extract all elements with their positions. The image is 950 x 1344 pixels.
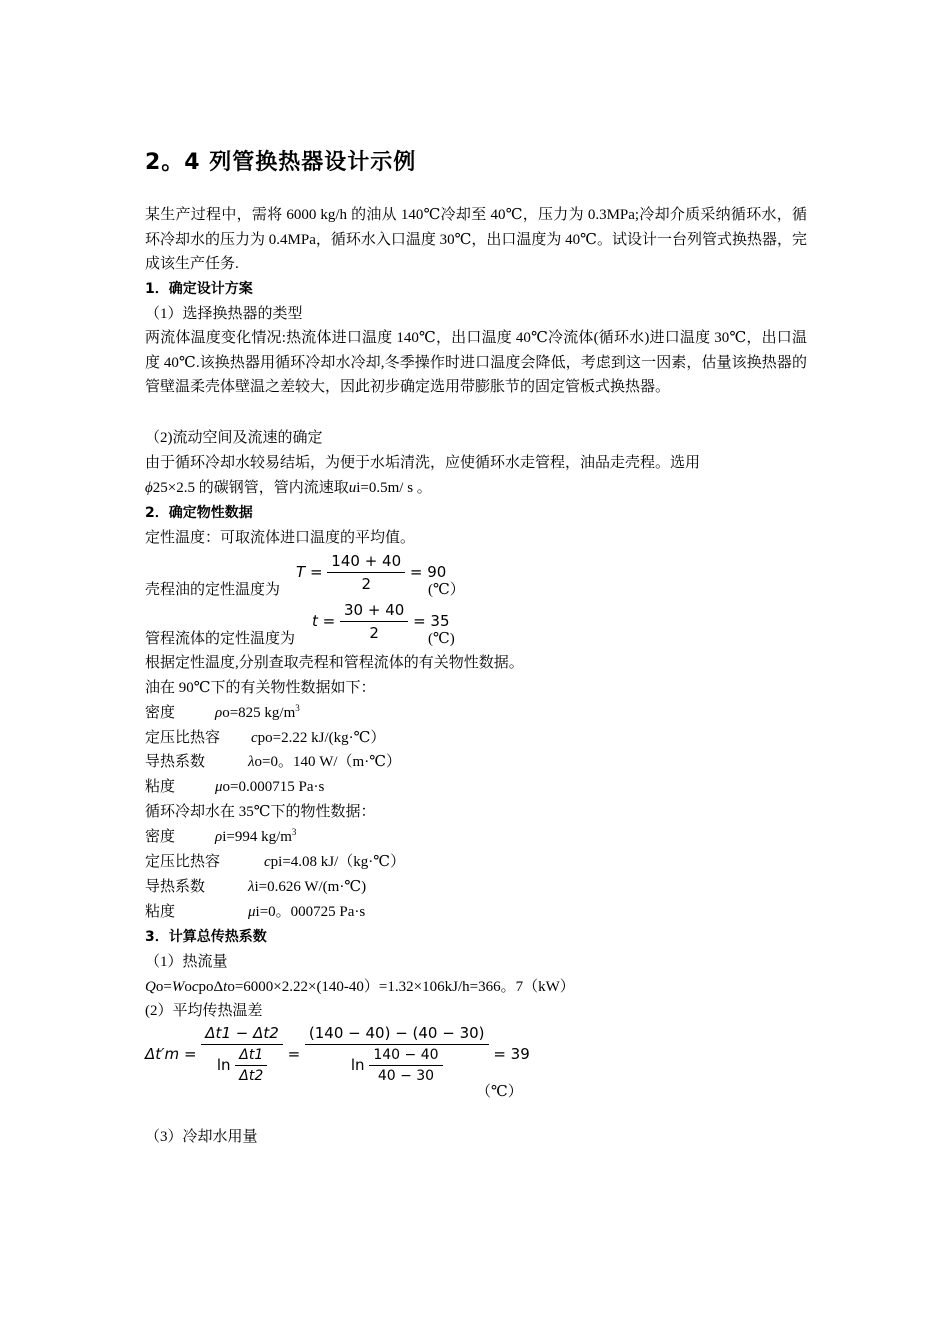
- heading-physical-properties: 2．确定物性数据: [145, 505, 253, 521]
- property-name: 粘度: [145, 779, 176, 795]
- subheading-mean-temp-difference: (2）平均传热温差: [145, 1003, 263, 1019]
- shell-temp-result: = 90: [409, 563, 447, 581]
- lmtd-numeric-numerator: (140 − 40) − (40 − 30): [305, 1024, 489, 1045]
- property-symbol: μ: [215, 779, 223, 795]
- property-symbol: c: [251, 730, 258, 746]
- property-value: o=0.000715 Pa·s: [222, 779, 325, 795]
- tube-temp-fraction: [340, 601, 408, 642]
- property-symbol: ρ: [215, 829, 223, 845]
- property-name: 粘度: [145, 904, 176, 920]
- ratio-denominator: 40 − 30: [377, 1068, 435, 1084]
- property-value: o=825 kg/m: [222, 705, 296, 721]
- paragraph-flow-space-line2: [145, 478, 432, 498]
- qualitative-temp-note: 定性温度：可取流体进口温度的平均值。: [145, 530, 416, 546]
- eq-text: o=: [155, 979, 172, 995]
- eq-text: po: [198, 979, 214, 995]
- velocity-symbol: u: [348, 480, 357, 496]
- list-item: [145, 852, 405, 872]
- lmtd-numeric-denominator: [305, 1045, 489, 1084]
- eq-symbol: c: [191, 979, 199, 995]
- eq-text: o=6000×2.22×(140-40）=1.32×106kJ/h=366。7（kW）: [227, 979, 575, 995]
- property-exponent: 3: [295, 703, 300, 713]
- subheading-cooling-water: （3）冷却水用量: [145, 1129, 258, 1145]
- ratio-numerator: Δt1: [235, 1047, 267, 1066]
- shell-temp-label: 壳程油的定性温度为: [145, 582, 281, 598]
- shell-temp-formula: T = $\frac{140 + 40}{2}$ = 90: [296, 552, 447, 593]
- property-exponent: 3: [291, 827, 297, 837]
- lmtd-unit: （℃）: [476, 1084, 523, 1100]
- paragraph-flow-space-line1: 由于循环冷却水较易结垢，为便于水垢清洗，应使循环水走管程，油品走壳程。选用: [145, 455, 701, 471]
- shell-temp-numerator: 140 + 40: [327, 552, 405, 573]
- shell-temp-denominator: 2: [361, 575, 371, 593]
- heat-flow-equation: [145, 977, 575, 997]
- list-item: [145, 728, 385, 748]
- lmtd-denominator: [201, 1045, 282, 1084]
- property-symbol: ρ: [215, 705, 223, 721]
- property-value: po=2.22 kJ/(kg·℃）: [257, 730, 386, 746]
- oil-properties-intro: 油在 90℃下的有关物性数据如下：: [145, 680, 376, 696]
- tube-temp-formula: t = $\frac{30 + 40}{2}$ = 35: [312, 601, 450, 642]
- property-value: i=994 kg/m: [222, 829, 292, 845]
- tube-temp-numerator: 30 + 40: [340, 601, 408, 622]
- property-symbol: λ: [248, 754, 255, 770]
- subheading-flow-space: （2)流动空间及流速的确定: [145, 430, 323, 446]
- water-properties-intro: 循环冷却水在 35℃下的物性数据：: [145, 804, 376, 820]
- lmtd-lhs: Δt′m: [145, 1045, 180, 1063]
- eq-symbol: W: [171, 979, 185, 995]
- phi-symbol: ϕ: [145, 480, 153, 496]
- list-item: [145, 777, 324, 797]
- shell-temp-unit: (℃）: [428, 582, 465, 598]
- ratio-denominator: Δt2: [239, 1068, 264, 1084]
- subheading-exchanger-type: （1）选择换热器的类型: [145, 306, 303, 322]
- lmtd-general-fraction: [201, 1024, 282, 1084]
- property-name: 密度: [145, 829, 176, 845]
- property-name: 定压比热容: [145, 730, 221, 746]
- property-name: 导热系数: [145, 754, 206, 770]
- ln-label: ln: [216, 1056, 231, 1074]
- lmtd-result: = 39: [493, 1045, 530, 1063]
- list-item: [145, 827, 296, 847]
- eq-text: o: [184, 979, 192, 995]
- tube-temp-denominator: 2: [369, 624, 379, 642]
- intro-paragraph: 某生产过程中，需将 6000 kg/h 的油从 140℃冷却至 40℃，压力为 0.3MPa;冷却介质采纳循环水，循环冷却水的压力为 0.4MPa，循环水入口温度 30℃，出口温度为 40℃。试设计一台列管式换热器，完成该生产任务.: [145, 207, 807, 273]
- ratio-numerator: 140 − 40: [369, 1047, 442, 1066]
- list-item: [145, 902, 365, 922]
- tube-temp-var: t: [312, 612, 318, 630]
- section-title: 2。4 列管换热器设计示例: [145, 150, 417, 175]
- lmtd-formula: Δt′m = Δt1 − Δt2 ln $\frac{\Delta t1}{\Delta t2}$ = (140 − 40) − (40 − 30) ln $\frac{140 - 40}{40 - 30}$ = 39: [145, 1024, 530, 1084]
- heading-design-scheme: 1．确定设计方案: [145, 281, 253, 297]
- tube-temp-label: 管程流体的定性温度为: [145, 631, 296, 647]
- property-symbol: c: [264, 854, 271, 870]
- property-symbol: μ: [248, 904, 256, 920]
- lmtd-numeric-ratio: [369, 1047, 442, 1084]
- shell-temp-fraction: [327, 552, 405, 593]
- subheading-heat-flow: （1）热流量: [145, 954, 228, 970]
- property-value: i=0。000725 Pa·s: [255, 904, 366, 920]
- eq-symbol: t: [223, 979, 228, 995]
- property-value: o=0。140 W/（m·℃）: [254, 754, 401, 770]
- property-value: i=0.626 W/(m·℃): [254, 879, 367, 895]
- tube-temp-unit: (℃): [428, 631, 455, 647]
- lmtd-numerator: Δt1 − Δt2: [201, 1024, 282, 1045]
- property-name: 导热系数: [145, 879, 206, 895]
- property-value: pi=4.08 kJ/（kg·℃）: [270, 854, 406, 870]
- list-item: [145, 703, 300, 723]
- shell-temp-var: T: [296, 563, 306, 581]
- heading-heat-transfer-coefficient: 3．计算总传热系数: [145, 929, 267, 945]
- property-name: 定压比热容: [145, 854, 221, 870]
- paragraph-exchanger-type: 两流体温度变化情况:热流体进口温度 140℃，出口温度 40℃冷流体(循环水)进口温度 30℃，出口温度 40℃.该换热器用循环冷却水冷却,冬季操作时进口温度会降低，考虑到这一因素，估量该换热器的管壁温柔壳体壁温之差较大，因此初步确定选用带膨胀节的固定管板式换热器。: [145, 330, 807, 396]
- ln-label: ln: [350, 1056, 365, 1074]
- property-symbol: λ: [248, 879, 255, 895]
- eq-text: Δ: [213, 979, 224, 995]
- property-lookup-note: 根据定性温度,分别查取壳程和管程流体的有关物性数据。: [145, 655, 524, 671]
- tube-spec: 25×2.5 的碳钢管，管内流速取: [152, 480, 349, 496]
- list-item: [145, 877, 366, 897]
- lmtd-ratio: [235, 1047, 267, 1084]
- list-item: [145, 752, 401, 772]
- tube-temp-result: = 35: [413, 612, 450, 630]
- lmtd-numeric-fraction: [305, 1024, 489, 1084]
- property-name: 密度: [145, 705, 176, 721]
- velocity-value: i=0.5m/ s 。: [356, 480, 432, 496]
- eq-symbol: Q: [145, 979, 156, 995]
